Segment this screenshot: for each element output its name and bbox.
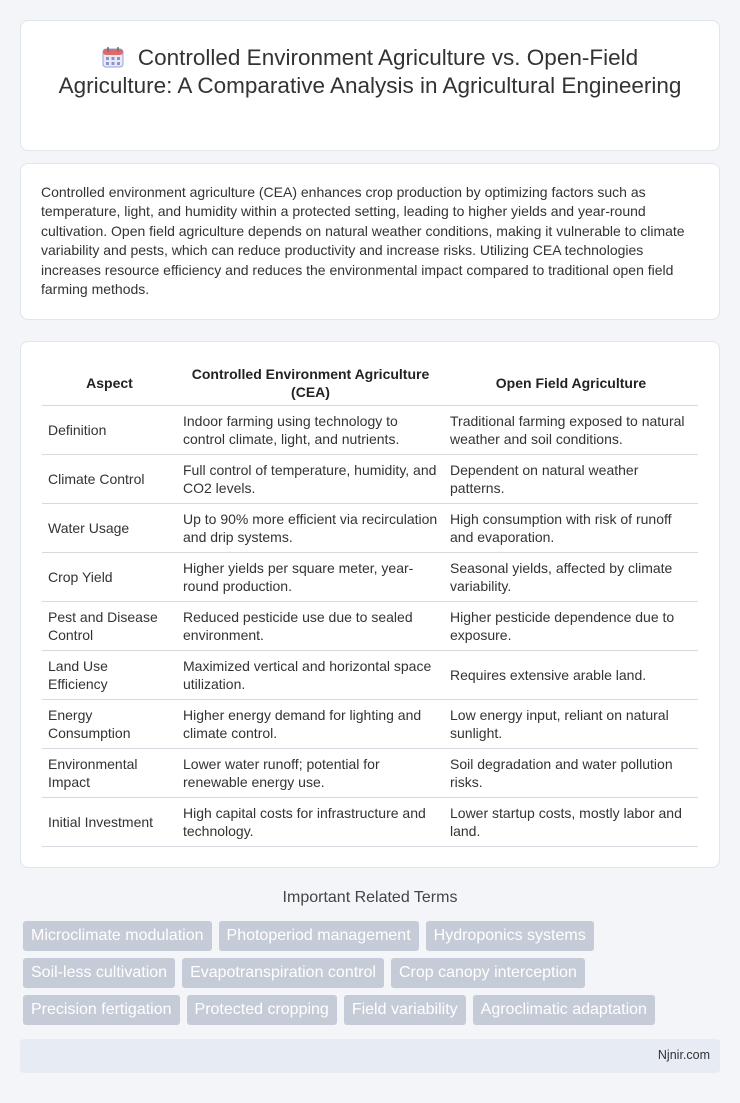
row-aspect: Energy Consumption — [42, 699, 177, 748]
intro-card — [20, 163, 720, 320]
row-cea: Lower water runoff; potential for renewable energy use. — [177, 748, 444, 797]
row-cea: Up to 90% more efficient via recirculation and drip systems. — [177, 503, 444, 552]
related-term-tag[interactable]: Field variability — [344, 995, 466, 1025]
row-cea: Indoor farming using technology to control climate, light, and nutrients. — [177, 405, 444, 454]
page-title — [51, 44, 689, 100]
header-aspect: Aspect — [42, 361, 177, 405]
footer-site-link[interactable]: Njnir.com — [657, 1048, 710, 1062]
row-cea: Full control of temperature, humidity, and CO2 levels. — [177, 454, 444, 503]
table-row — [42, 601, 698, 650]
table-row — [42, 699, 698, 748]
row-aspect: Definition — [42, 405, 177, 454]
related-terms-list — [23, 921, 703, 1032]
row-open-field: Lower startup costs, mostly labor and land. — [444, 797, 698, 846]
row-aspect: Land Use Efficiency — [42, 650, 177, 699]
table-row — [42, 650, 698, 699]
row-cea: Reduced pesticide use due to sealed environment. — [177, 601, 444, 650]
row-cea: High capital costs for infrastructure and technology. — [177, 797, 444, 846]
header-cea: Controlled Environment Agriculture (CEA) — [177, 361, 444, 405]
row-open-field: Soil degradation and water pollution risks. — [444, 748, 698, 797]
related-term-tag[interactable]: Photoperiod management — [219, 921, 419, 951]
row-open-field: Requires extensive arable land. — [444, 650, 698, 699]
row-aspect: Water Usage — [42, 503, 177, 552]
row-open-field: Traditional farming exposed to natural weather and soil conditions. — [444, 405, 698, 454]
header-open-field: Open Field Agriculture — [444, 361, 698, 405]
tag-row — [23, 995, 703, 1025]
tag-row — [23, 921, 703, 951]
row-cea: Maximized vertical and horizontal space utilization. — [177, 650, 444, 699]
table-row — [42, 797, 698, 846]
page-title-text: Controlled Environment Agriculture vs. Open-Field Agriculture: A Comparative Analysis in Agricultural Engineering — [58, 45, 682, 98]
title-card — [20, 20, 720, 151]
row-open-field: Dependent on natural weather patterns. — [444, 454, 698, 503]
related-term-tag[interactable]: Agroclimatic adaptation — [473, 995, 655, 1025]
related-term-tag[interactable]: Evapotranspiration control — [182, 958, 384, 988]
footer — [20, 1039, 720, 1073]
row-aspect: Climate Control — [42, 454, 177, 503]
table-row — [42, 454, 698, 503]
table-row — [42, 405, 698, 454]
tag-row — [23, 958, 703, 988]
row-cea: Higher energy demand for lighting and climate control. — [177, 699, 444, 748]
comparison-table — [42, 361, 698, 847]
related-term-tag[interactable]: Hydroponics systems — [426, 921, 594, 951]
calendar-icon — [102, 46, 124, 68]
row-aspect: Pest and Disease Control — [42, 601, 177, 650]
related-terms-title: Important Related Terms — [282, 889, 458, 906]
related-term-tag[interactable]: Protected cropping — [187, 995, 337, 1025]
row-open-field: Seasonal yields, affected by climate variability. — [444, 552, 698, 601]
related-term-tag[interactable]: Soil-less cultivation — [23, 958, 175, 988]
table-header-row — [42, 361, 698, 405]
table-row — [42, 552, 698, 601]
related-term-tag[interactable]: Microclimate modulation — [23, 921, 212, 951]
table-row — [42, 503, 698, 552]
intro-paragraph: Controlled environment agriculture (CEA) enhances crop production by optimizing factors such as temperature, light, and humidity within a protected setting, leading to higher yields and year-round cultivation. Open field agriculture depends on natural weather conditions, making it vulnerable to climate variability and pests, which can reduce productivity and increase risks. Utilizing CEA technologies increases resource efficiency and reduces the environmental impact compared to traditional open field farming methods. — [41, 184, 685, 298]
related-term-tag[interactable]: Precision fertigation — [23, 995, 180, 1025]
row-cea: Higher yields per square meter, year-round production. — [177, 552, 444, 601]
row-aspect: Crop Yield — [42, 552, 177, 601]
related-term-tag[interactable]: Crop canopy interception — [391, 958, 585, 988]
comparison-table-card — [20, 341, 720, 868]
table-row — [42, 748, 698, 797]
row-open-field: Low energy input, reliant on natural sunlight. — [444, 699, 698, 748]
row-open-field: High consumption with risk of runoff and evaporation. — [444, 503, 698, 552]
row-aspect: Initial Investment — [42, 797, 177, 846]
row-open-field: Higher pesticide dependence due to exposure. — [444, 601, 698, 650]
row-aspect: Environmental Impact — [42, 748, 177, 797]
